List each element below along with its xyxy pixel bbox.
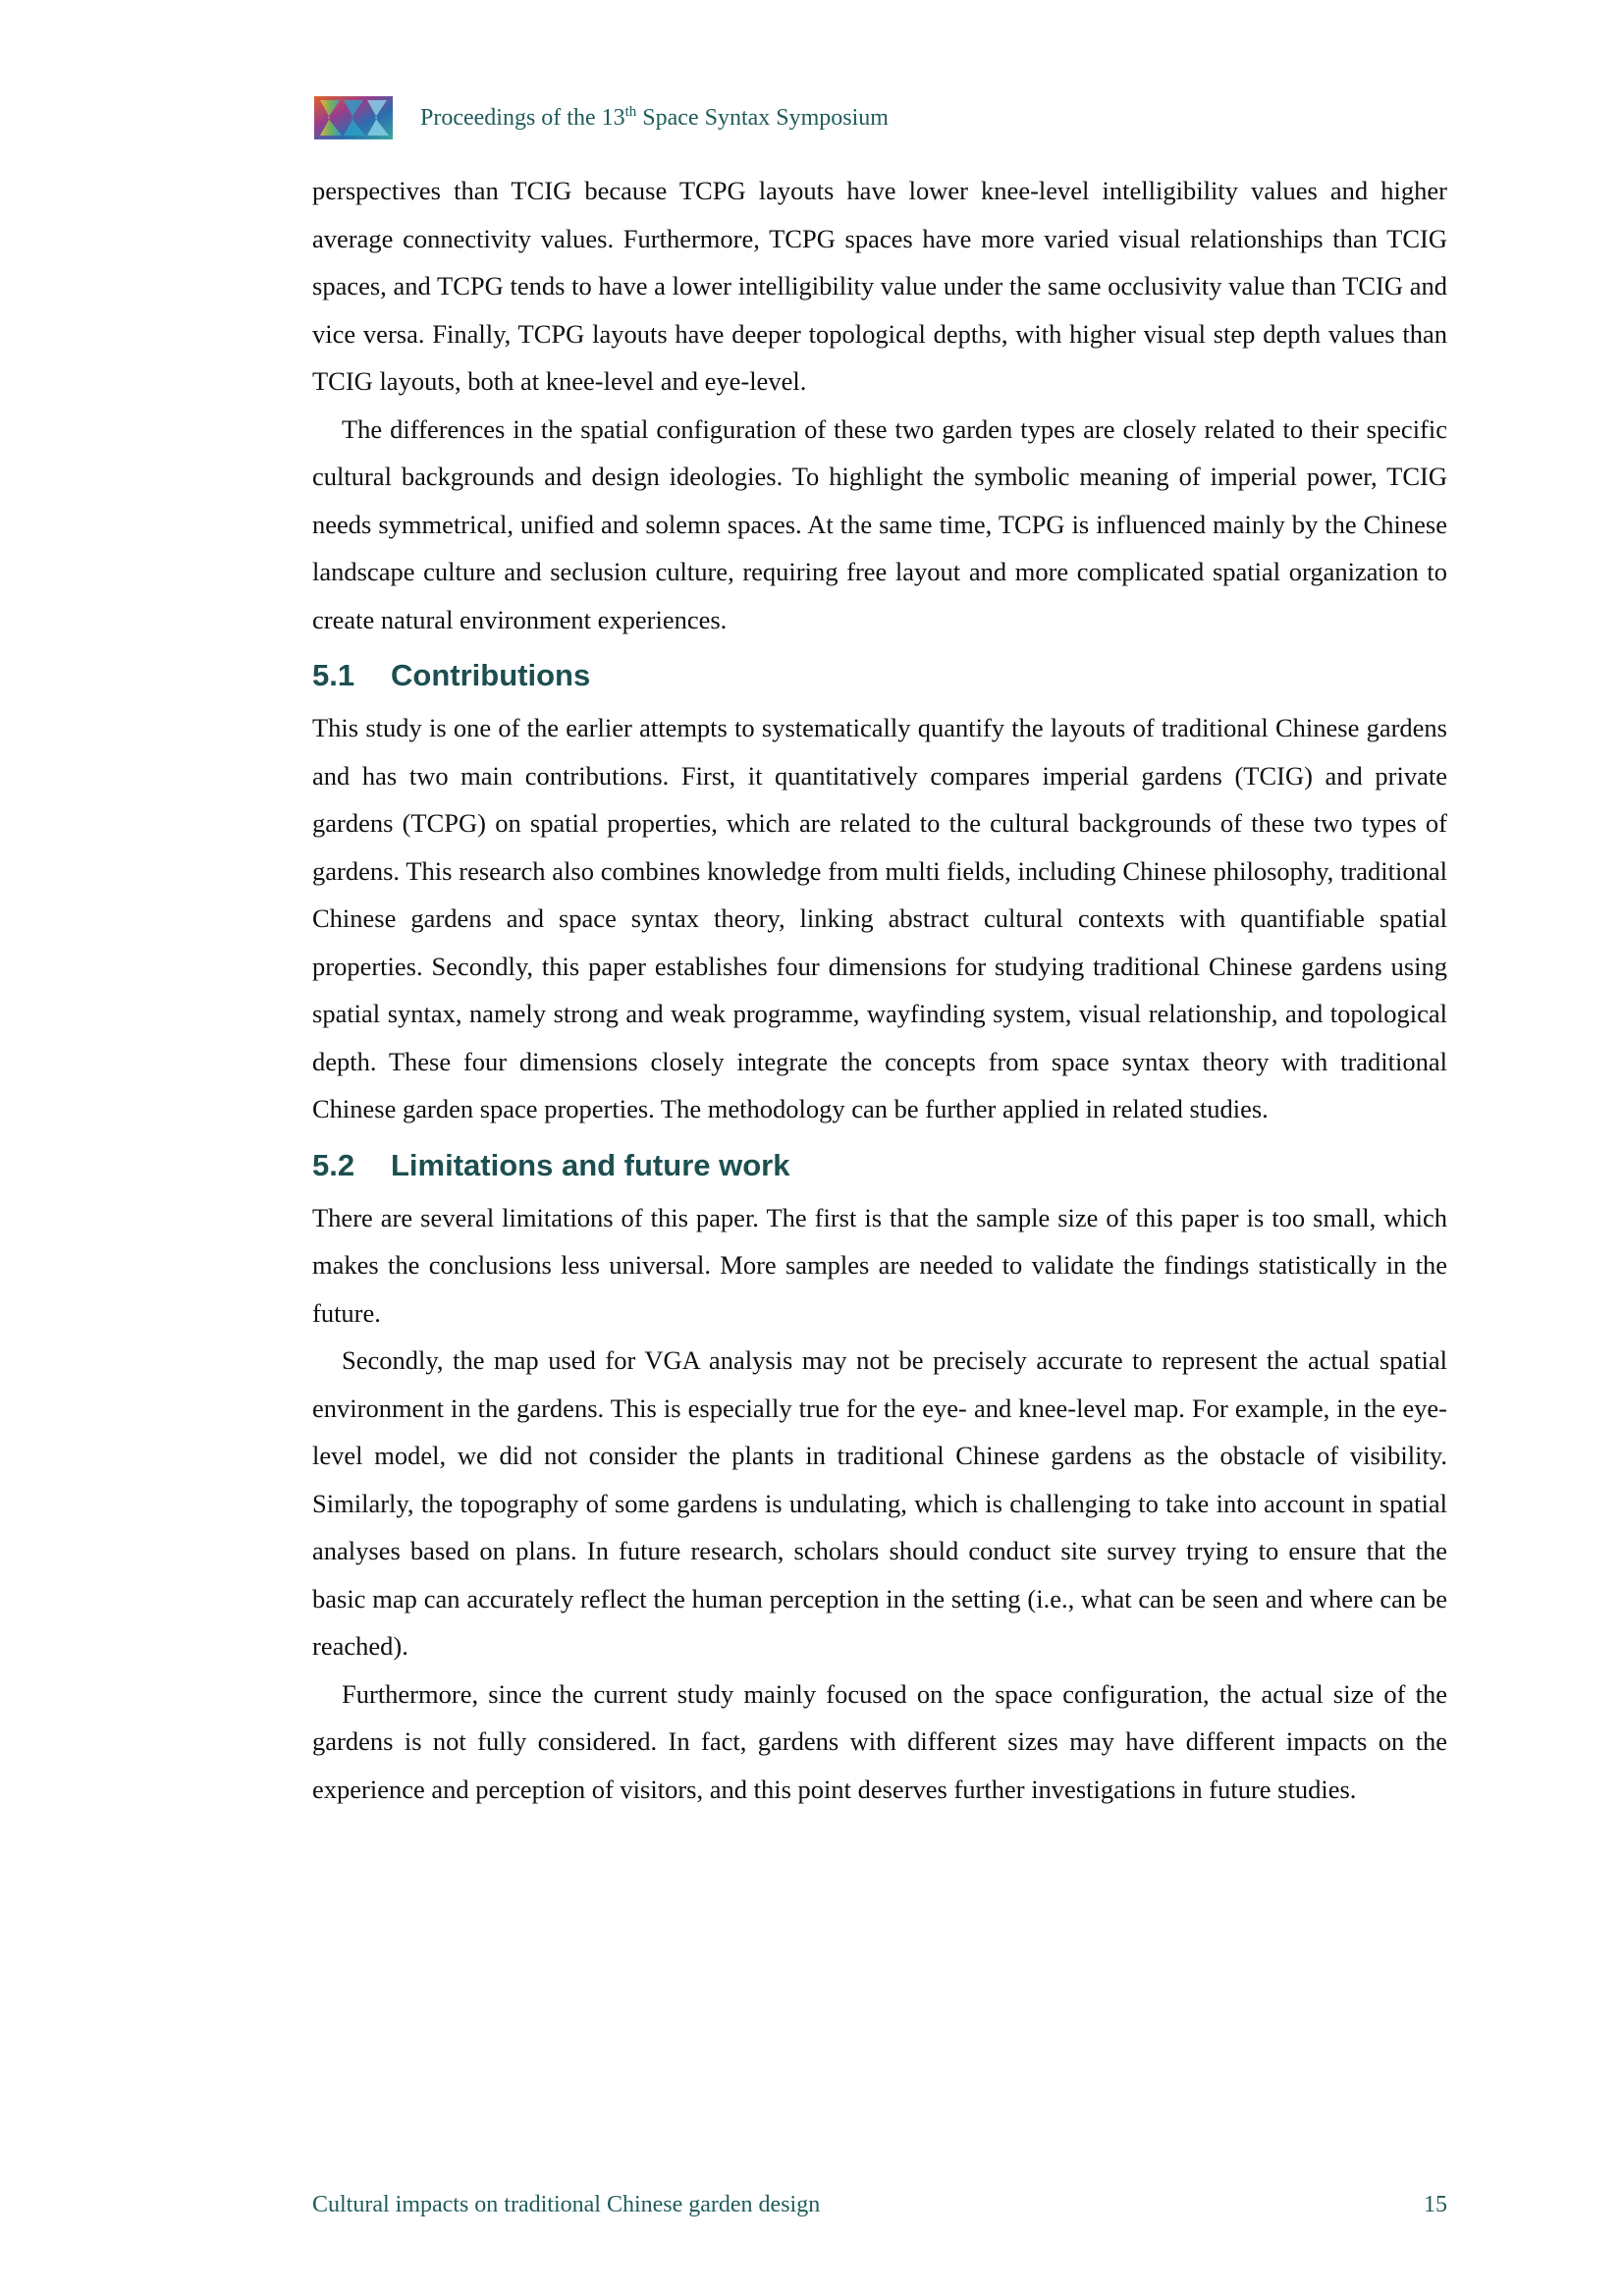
section-title: Contributions: [391, 658, 591, 692]
sss-logo-icon: [314, 96, 393, 139]
section-number: 5.2: [312, 1147, 355, 1182]
body-paragraph: The differences in the spatial configuration of these two garden types are closely related to their specific cultural backgrounds and design ideologies. To highlight the symbolic meaning of imperial power, TCIG needs symmetrical, unified and solemn spaces. At the same time, TCPG is influenced mainly by the Chinese landscape culture and seclusion culture, requiring free layout and more complicated spatial organization to create natural environment experiences.: [312, 413, 1447, 634]
section-heading-contributions: [312, 653, 1447, 698]
page-header: [314, 90, 889, 145]
section-number: 5.1: [312, 658, 355, 692]
body-paragraph: Furthermore, since the current study mainly focused on the space configuration, the actual size of the gardens is not fully considered. In fact, gardens with different sizes may have different impacts on the experience and perception of visitors, and this point deserves further investigations in future studies.: [312, 1678, 1447, 1804]
footer-title: Cultural impacts on traditional Chinese garden design: [312, 2192, 821, 2217]
body-paragraph: There are several limitations of this paper. The first is that the sample size of this paper is too small, which makes the conclusions less universal. More samples are needed to validate the findings statistically in the future.: [312, 1202, 1447, 1328]
page-footer: [312, 2192, 1447, 2218]
section-title: Limitations and future work: [391, 1147, 790, 1182]
body-paragraph: Secondly, the map used for VGA analysis may not be precisely accurate to represent the actual spatial environment in the gardens. This is especially true for the eye- and knee-level map. For example, in the eye-level model, we did not consider the plants in traditional Chinese gardens as the obstacle of visibility. Similarly, the topography of some gardens is undulating, which is challenging to take into account in spatial analyses based on plans. In future research, scholars should conduct site survey trying to ensure that the basic map can accurately reflect the human perception in the setting (i.e., what can be seen and where can be reached).: [312, 1345, 1447, 1661]
section-heading-limitations: [312, 1143, 1447, 1188]
page-body: [312, 167, 1447, 1813]
page-number: 15: [1424, 2192, 1447, 2217]
body-paragraph: This study is one of the earlier attempts to systematically quantify the layouts of traditional Chinese gardens and has two main contributions. First, it quantitatively compares imperial gardens (TCIG) and private gardens (TCPG) on spatial properties, which are related to the cultural backgrounds of these two types of gardens. This research also combines knowledge from multi fields, including Chinese philosophy, traditional Chinese gardens and space syntax theory, linking abstract cultural contexts with quantifiable spatial properties. Secondly, this paper establishes four dimensions for studying traditional Chinese gardens using spatial syntax, namely strong and weak programme, wayfinding system, visual relationship, and topological depth. These four dimensions closely integrate the concepts from space syntax theory with traditional Chinese garden space properties. The methodology can be further applied in related studies.: [312, 713, 1447, 1123]
proceedings-title: Proceedings of the 13th Space Syntax Symposium: [420, 103, 889, 131]
body-paragraph: perspectives than TCIG because TCPG layouts have lower knee-level intelligibility values and higher average connectivity values. Furthermore, TCPG spaces have more varied visual relationships than TCIG spaces, and TCPG tends to have a lower intelligibility value under the same occlusivity value than TCIG and vice versa. Finally, TCPG layouts have deeper topological depths, with higher visual step depth values than TCIG layouts, both at knee-level and eye-level.: [312, 176, 1447, 396]
